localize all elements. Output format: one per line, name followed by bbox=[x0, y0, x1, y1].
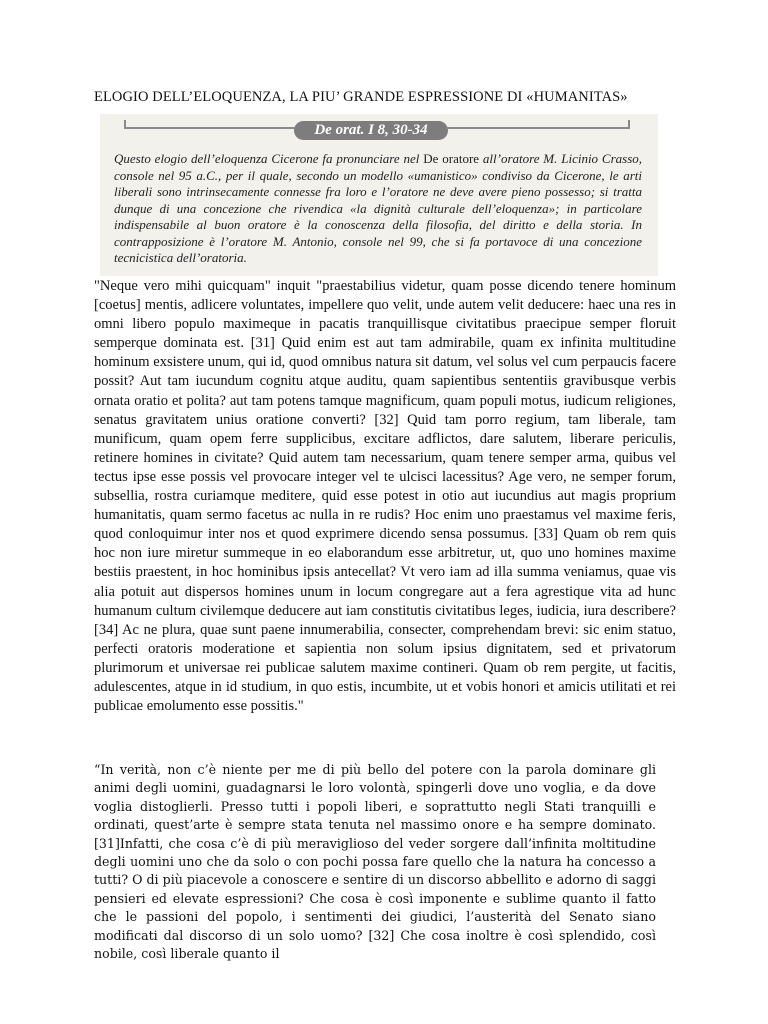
header-rule-left bbox=[124, 127, 300, 129]
scanned-header-image bbox=[100, 114, 658, 276]
header-rule-right bbox=[446, 127, 630, 129]
intro-text-before: Questo elogio dell’eloquenza Cicerone fa pronunciare nel bbox=[114, 151, 424, 166]
intro-work-title: De oratore bbox=[423, 151, 480, 166]
intro-text-after: all’oratore M. Licinio Crasso, console nel 95 a.C., per il quale, secondo un modello «umanistico» condiviso da Cicerone, le arti liberali sono intrinsecamente connesse fra loro e l’oratore ne deve avere pieno possesso; si tratta dunque di una concezione che rivendica «la dignità culturale dell’eloquenza»; in particolare indispensabile al buon oratore è la conoscenza della filosofia, del diritto e della storia. In contrapposizione è l’oratore M. Antonio, console nel 99, che si fa portavoce di una concezione tecnicistica dell’oratoria. bbox=[114, 151, 642, 265]
source-badge: De orat. I 8, 30-34 bbox=[294, 121, 448, 140]
italian-translation: “In verità, non c’è niente per me di più bello del potere con la parola dominare gli animi degli uomini, guadagnarsi le loro volontà, spingerli dove uno voglia, e da dove voglia distoglierli. Presso tutti i popoli liberi, e soprattutto negli Stati tranquilli e ordinati, quest’arte è sempre stata tenuta nel massimo onore e ha sempre dominato. [31]Infatti, che cosa c’è di più meraviglioso del veder sorgere dall’infinita moltitudine degli uomini uno che da solo o con pochi possa fare quello che la natura ha concesso a tutti? O di più piacevole a conoscere e sentire di un discorso abbellito e adorno di saggi pensieri ed elevate espressioni? Che cosa è così imponente e sublime quanto il fatto che le passioni del popolo, i sentimenti dei giudici, l’austerità del Senato siano modificati dal discorso di un solo uomo? [32] Che cosa inoltre è così splendido, così nobile, così liberale quanto il bbox=[94, 762, 656, 962]
document-title: ELOGIO DELL’ELOQUENZA, LA PIU’ GRANDE ESPRESSIONE DI «HUMANITAS» bbox=[94, 89, 628, 105]
latin-passage: "Neque vero mihi quicquam" inquit "praestabilius videtur, quam posse dicendo tenere hominum [coetus] mentis, adlicere voluntates, impellere quo velit, unde autem velit deducere: haec una res in omni libero populo maximeque in pacatis tranquillisque civitatibus praecipue semper floruit semperque dominata est. [31] Quid enim est aut tam admirabile, quam ex infinita multitudine hominum exsistere unum, qui id, quod omnibus natura sit datum, vel solus vel cum perpaucis facere possit? Aut tam iucundum cognitu atque auditu, quam sapientibus sententiis gravibusque verbis ornata oratio et polita? aut tam potens tamque magnificum, quam populi motus, iudicum religiones, senatus gravitatem unius oratione converti? [32] Quid tam porro regium, tam liberale, tam munificum, quam opem ferre supplicibus, excitare adflictos, dare salutem, liberare periculis, retinere homines in civitate? Quid autem tam necessarium, quam tenere semper arma, quibus vel tectus ipse esse possis vel provocare integer vel te ulcisci lacessitus? Age vero, ne semper forum, subsellia, rostra curiamque meditere, quid esse potest in otio aut iucundius aut magis proprium humanitatis, quam sermo facetus ac nulla in re rudis? Hoc enim uno praestamus vel maxime feris, quod conloquimur inter nos et quod exprimere dicendo sensa possumus. [33] Quam ob rem quis hoc non iure miretur summeque in eo elaborandum esse arbitretur, ut, quo uno homines maxime bestiis praestent, in hoc hominibus ipsis antecellat? Vt vero iam ad illa summa veniamus, quae vis alia potuit aut dispersos homines unum in locum congregare aut a fera agrestique vita ad hunc humanum cultum civilemque deducere aut iam constitutis civitatibus leges, iudicia, iura describere? [34] Ac ne plura, quae sunt paene innumerabilia, consecter, comprehendam brevi: sic enim statuo, perfecti oratoris moderatione et sapientia non solum ipsius dignitatem, sed et privatorum plurimorum et universae rei publicae salutem maxime contineri. Quam ob rem pergite, ut facitis, adulescentes, atque in id studium, in quo estis, incumbite, ut et vobis honori et amicis utilitati et rei publicae emolumento esse possitis." bbox=[94, 278, 676, 715]
header-rule-right-tick bbox=[628, 120, 630, 129]
intro-paragraph bbox=[114, 151, 642, 267]
